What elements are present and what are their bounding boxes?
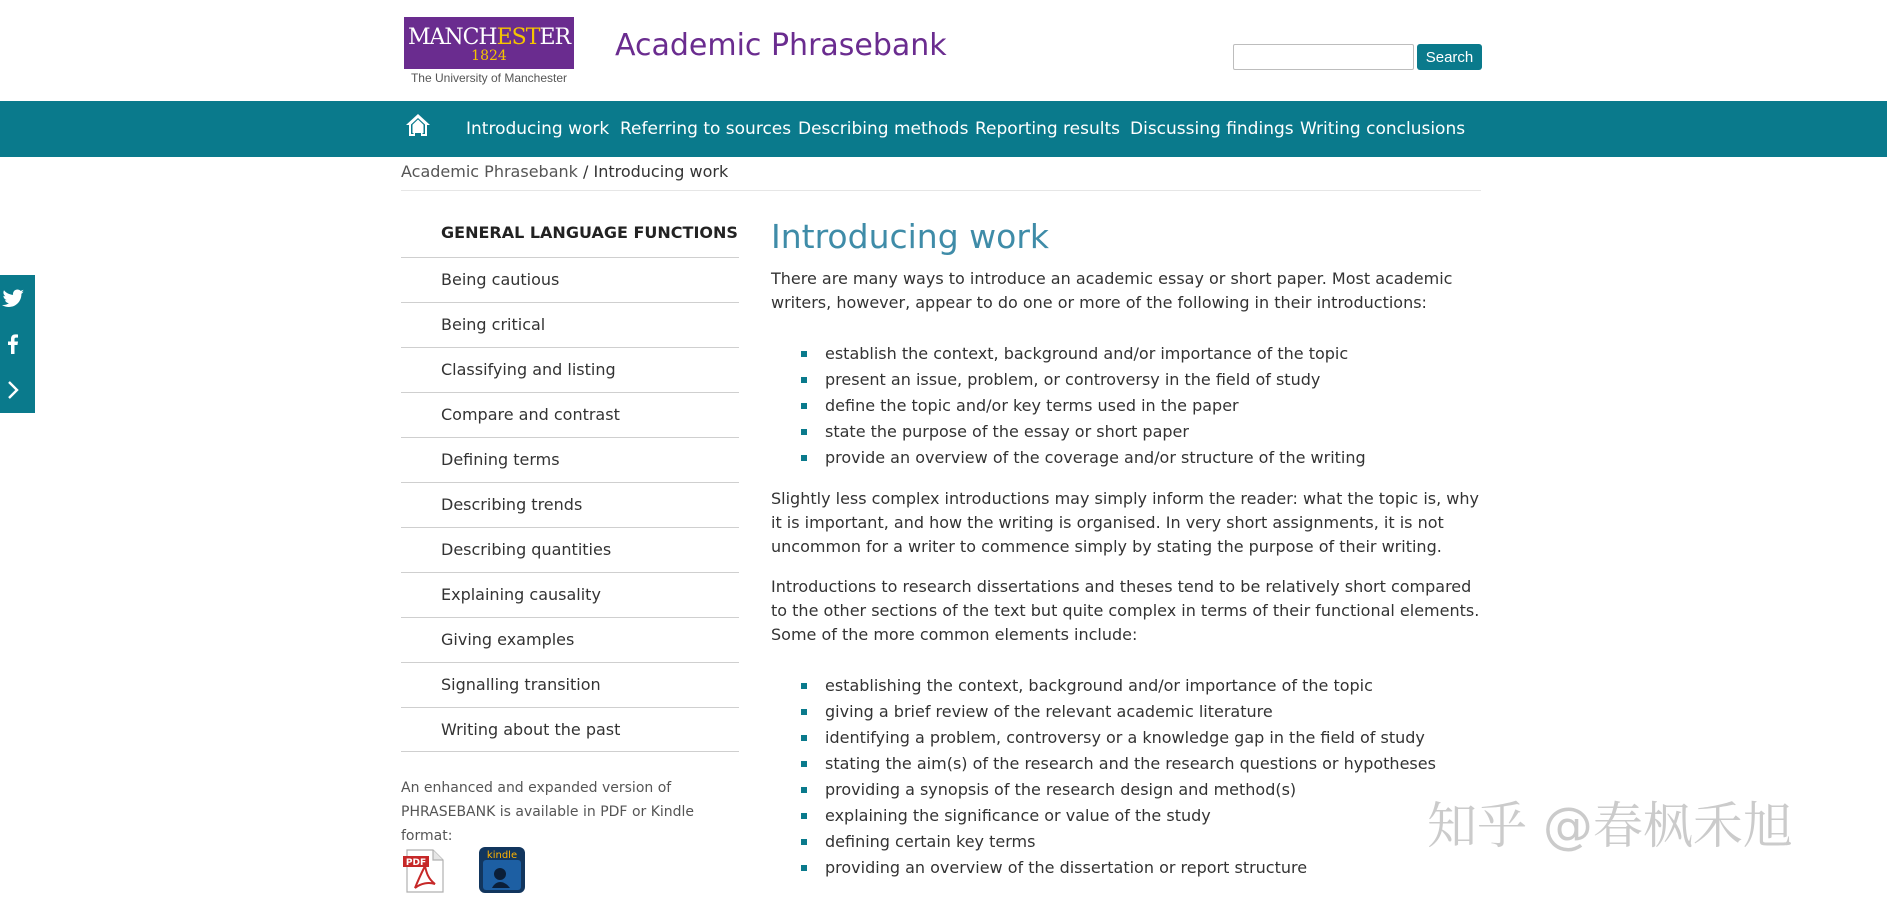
breadcrumb-separator: / [577,162,594,181]
sidebar-item-classifying-and-listing[interactable] [401,347,739,392]
sidebar-item-label: Being cautious [441,270,560,289]
breadcrumb-root-link[interactable]: Academic Phrasebank [401,162,578,181]
sidebar-item-label: Describing trends [441,495,583,514]
list-item: define the topic and/or key terms used in the paper [771,393,1481,419]
svg-text:PDF: PDF [405,858,427,868]
facebook-icon[interactable] [0,331,26,357]
main-content [771,215,1481,897]
page-title: Introducing work [771,217,1050,256]
note-line: PHRASEBANK is available in PDF or Kindle format: [401,804,695,844]
watermark: 知乎 @春枫禾旭 [1427,797,1793,855]
nav-referring-to-sources[interactable]: Referring to sources [620,119,792,139]
sidebar-item-label: Describing quantities [441,540,612,559]
breadcrumb [401,162,728,181]
home-icon[interactable] [404,111,432,139]
logo-year: 1824 [471,48,507,64]
sidebar-item-being-critical[interactable] [401,302,739,347]
sidebar-item-describing-trends[interactable] [401,482,739,527]
twitter-icon[interactable] [0,285,26,311]
short-introductions-paragraph: Slightly less complex introductions may simply inform the reader: what the topic is, why it is important, and how the writing is organised. In very short assignments, it is not uncommon for a writer to commence simply by stating the purpose of their writing. [771,489,1479,556]
social-share-bar [0,275,35,413]
list-item: present an issue, problem, or controversy in the field of study [771,367,1481,393]
sidebar-menu [401,257,739,752]
list-item: defining certain key terms [771,829,1481,855]
sidebar-heading: GENERAL LANGUAGE FUNCTIONS [441,223,738,242]
sidebar-item-describing-quantities[interactable] [401,527,739,572]
breadcrumb-current: Introducing work [593,162,729,181]
sidebar-item-defining-terms[interactable] [401,437,739,482]
list-item: provide an overview of the coverage and/or structure of the writing [771,445,1481,471]
dissertation-introductions-paragraph: Introductions to research dissertations and theses tend to be relatively short compared to the other sections of the text but quite complex in terms of their functional elements. Some of the more common elements include: [771,577,1480,644]
nav-introducing-work[interactable]: Introducing work [466,119,610,139]
phrasebank-download-note [401,776,741,848]
logo-wordmark: MANCHESTER [407,25,571,50]
sidebar-item-label: Explaining causality [441,585,601,604]
nav-reporting-results[interactable]: Reporting results [975,119,1120,139]
intro-paragraph: There are many ways to introduce an academic essay or short paper. Most academic writers, however, appear to do one or more of the following in their introductions: [771,269,1453,312]
list-item: state the purpose of the essay or short paper [771,419,1481,445]
sidebar-item-label: Writing about the past [441,720,621,739]
sidebar-item-label: Being critical [441,315,546,334]
introduction-functions-list [771,341,1481,471]
list-item: providing an overview of the dissertation or report structure [771,855,1481,881]
pdf-icon[interactable] [401,848,447,894]
sidebar-item-label: Defining terms [441,450,560,469]
sidebar-item-explaining-causality[interactable] [401,572,739,617]
site-header [0,0,1887,101]
list-item: identifying a problem, controversy or a knowledge gap in the field of study [771,725,1481,751]
nav-discussing-findings[interactable]: Discussing findings [1130,119,1294,139]
list-item: explaining the significance or value of the study [771,803,1481,829]
breadcrumb-divider [401,190,1481,191]
sidebar-item-being-cautious[interactable] [401,257,739,302]
sidebar-item-giving-examples[interactable] [401,617,739,662]
logo-box [404,17,574,69]
university-logo[interactable] [404,17,574,87]
note-line: An enhanced and expanded version of [401,780,672,796]
logo-subtitle: The University of Manchester [410,71,568,85]
list-item: establishing the context, background and/or importance of the topic [771,673,1481,699]
sidebar-item-label: Compare and contrast [441,405,620,424]
kindle-icon[interactable] [478,846,526,894]
site-title[interactable]: Academic Phrasebank [615,28,947,63]
main-nav [0,101,1887,157]
sidebar-item-writing-about-the-past[interactable] [401,707,739,752]
dissertation-elements-list [771,673,1481,881]
list-item: establish the context, background and/or importance of the topic [771,341,1481,367]
chevron-right-icon[interactable] [0,377,26,403]
list-item: providing a synopsis of the research design and method(s) [771,777,1481,803]
sidebar-item-compare-and-contrast[interactable] [401,392,739,437]
search-input[interactable] [1233,44,1414,70]
sidebar-item-signalling-transition[interactable] [401,662,739,707]
nav-writing-conclusions[interactable]: Writing conclusions [1300,119,1466,139]
list-item: giving a brief review of the relevant academic literature [771,699,1481,725]
sidebar-item-label: Signalling transition [441,675,601,694]
search-button[interactable]: Search [1417,44,1482,70]
sidebar-item-label: Giving examples [441,630,575,649]
sidebar-item-label: Classifying and listing [441,360,616,379]
svg-text:kindle: kindle [486,850,518,861]
nav-describing-methods[interactable]: Describing methods [798,119,969,139]
list-item: stating the aim(s) of the research and the research questions or hypotheses [771,751,1481,777]
